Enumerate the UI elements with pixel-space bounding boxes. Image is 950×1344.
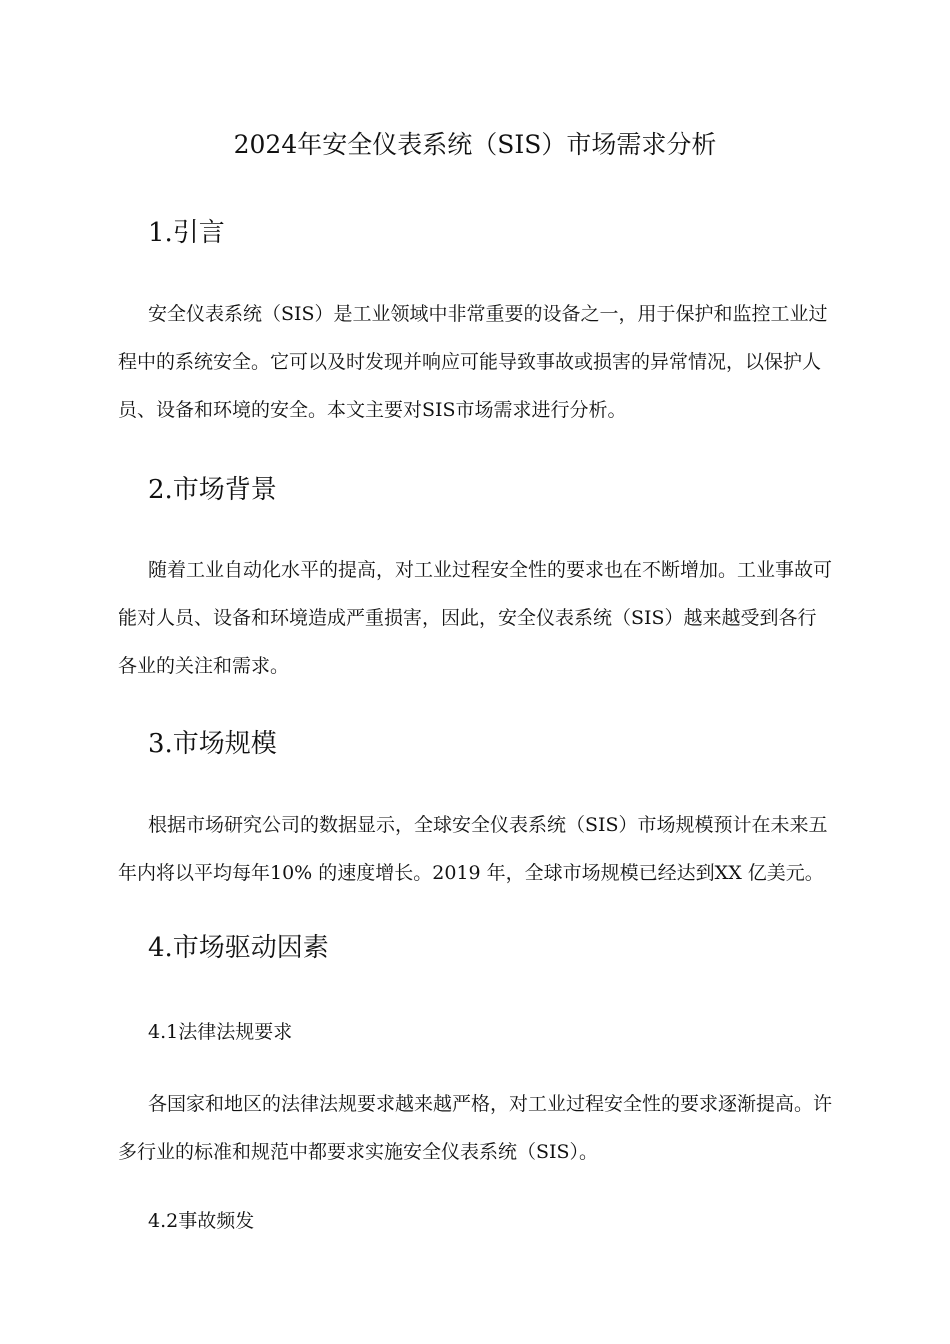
section-paragraph-introduction: 安全仪表系统（SIS）是工业领域中非常重要的设备之一，用于保护和监控工业过程中的系统安全。它可以及时发现并响应可能导致事故或损害的异常情况，以保护人员、设备和环境的安全。本文主要对SIS市场需求进行分析。 bbox=[118, 303, 828, 421]
section-heading-market-background: 2.市场背景 bbox=[148, 475, 277, 505]
section-paragraph-market-background: 随着工业自动化水平的提高，对工业过程安全性的要求也在不断增加。工业事故可能对人员、设备和环境造成严重损害，因此，安全仪表系统（SIS）越来越受到各行各业的关注和需求。 bbox=[118, 559, 833, 677]
section-heading-market-size: 3.市场规模 bbox=[148, 729, 277, 759]
document-title: 2024年安全仪表系统（SIS）市场需求分析 bbox=[233, 130, 717, 159]
subsection-paragraph-regulations: 各国家和地区的法律法规要求越来越严格，对工业过程安全性的要求逐渐提高。许多行业的标准和规范中都要求实施安全仪表系统（SIS）。 bbox=[118, 1093, 833, 1163]
subsection-heading-regulations: 4.1法律法规要求 bbox=[148, 1021, 293, 1043]
subsection-heading-frequent-accidents: 4.2事故频发 bbox=[148, 1210, 255, 1232]
section-heading-introduction: 1.引言 bbox=[148, 218, 225, 248]
section-heading-market-drivers: 4.市场驱动因素 bbox=[148, 933, 329, 963]
section-paragraph-market-size: 根据市场研究公司的数据显示，全球安全仪表系统（SIS）市场规模预计在未来五年内将以平均每年10% 的速度增长。2019 年，全球市场规模已经达到XX 亿美元。 bbox=[118, 814, 828, 884]
